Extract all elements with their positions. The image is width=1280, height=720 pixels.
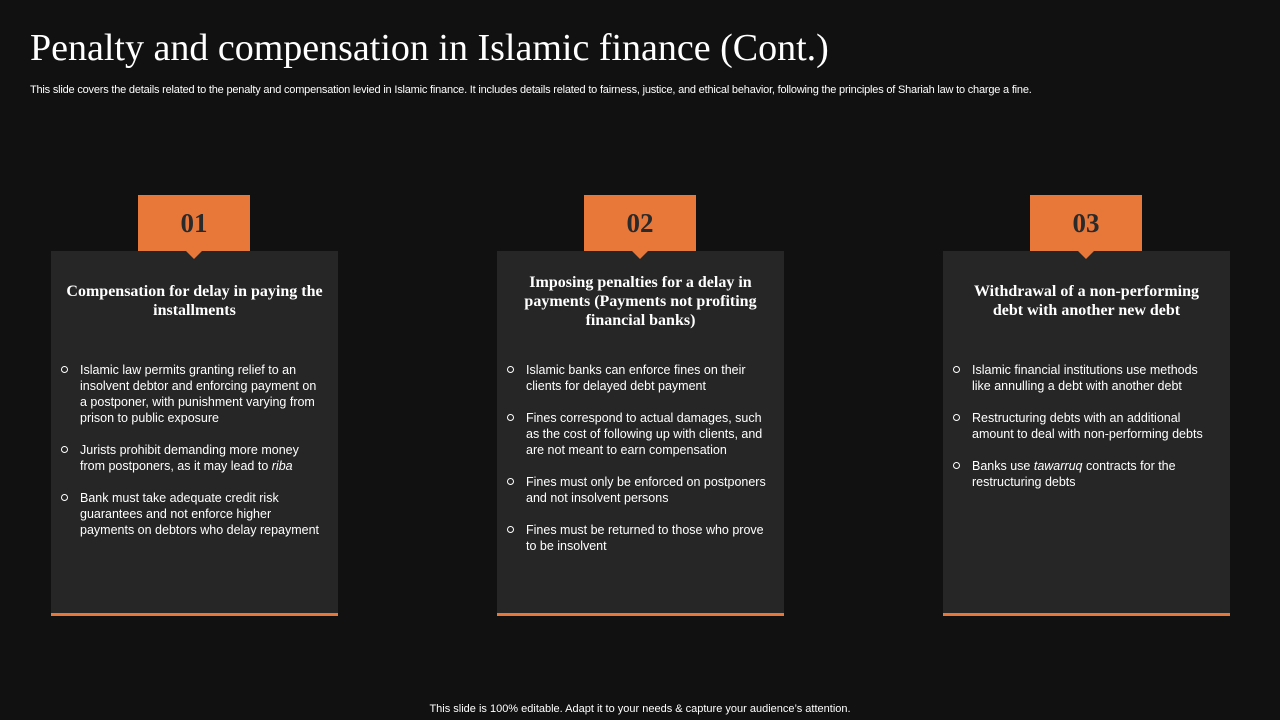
bullet-text: Jurists prohibit demanding more money from postponers, as it may lead to — [80, 443, 299, 473]
bullet-text: Banks use — [972, 459, 1034, 473]
bullet-circle-icon — [61, 446, 68, 453]
tab-pointer-icon — [186, 251, 202, 259]
slide-footer: This slide is 100% editable. Adapt it to your needs & capture your audience’s attention. — [429, 703, 851, 715]
bullet-item — [497, 522, 784, 554]
bullet-circle-icon — [61, 366, 68, 373]
bullet-text: Fines must be returned to those who prove to be insolvent — [526, 523, 764, 553]
bullet-circle-icon — [507, 366, 514, 373]
bullet-item — [51, 442, 338, 474]
bullet-text: Islamic law permits granting relief to an insolvent debtor and enforcing payment on a postponer, with punishment varying from prison to public exposure — [80, 363, 317, 425]
card-number-tab — [1030, 195, 1142, 251]
bullet-item — [943, 410, 1230, 442]
card-number-tab — [138, 195, 250, 251]
card-number-tab — [584, 195, 696, 251]
bullet-text: Islamic financial institutions use methods like annulling a debt with another debt — [972, 363, 1198, 393]
tab-pointer-icon — [632, 251, 648, 259]
bullet-text: Fines must only be enforced on postponers and not insolvent persons — [526, 475, 766, 505]
bullet-item — [51, 362, 338, 426]
bullet-circle-icon — [953, 462, 960, 469]
info-card — [943, 251, 1230, 616]
card-title: Withdrawal of a non-performing debt with another new debt — [973, 283, 1200, 319]
card-number: 01 — [180, 207, 208, 238]
tab-pointer-icon — [1078, 251, 1094, 259]
card-title: Imposing penalties for a delay in payments (Payments not profiting financial banks) — [524, 273, 757, 329]
bullet-item — [943, 458, 1230, 490]
bullet-circle-icon — [507, 478, 514, 485]
bullet-item — [497, 474, 784, 506]
bullet-item — [497, 410, 784, 458]
bullet-circle-icon — [953, 414, 960, 421]
info-card — [51, 251, 338, 616]
slide-title: Penalty and compensation in Islamic finance (Cont.) — [30, 27, 829, 69]
bullet-list — [943, 362, 1230, 506]
bullet-item — [497, 362, 784, 394]
bullet-term: riba — [271, 459, 293, 473]
bullet-list — [497, 362, 784, 570]
bullet-item — [943, 362, 1230, 394]
bullet-text: Fines correspond to actual damages, such as the cost of following up with clients, and are not meant to earn compensation — [526, 411, 763, 457]
bullet-circle-icon — [953, 366, 960, 373]
card-title: Compensation for delay in paying the installments — [66, 283, 323, 319]
card-number: 03 — [1072, 207, 1100, 238]
bullet-circle-icon — [507, 414, 514, 421]
bullet-text: Restructuring debts with an additional amount to deal with non-performing debts — [972, 411, 1203, 441]
slide-subtitle: This slide covers the details related to the penalty and compensation levied in Islamic finance. It includes details related to fairness, justice, and ethical behavior, following the principles of Shariah law to charge a fine. — [30, 84, 1032, 96]
bullet-list — [51, 362, 338, 554]
bullet-circle-icon — [507, 526, 514, 533]
card-number: 02 — [626, 207, 654, 238]
bullet-circle-icon — [61, 494, 68, 501]
bullet-text: Islamic banks can enforce fines on their clients for delayed debt payment — [526, 363, 746, 393]
bullet-text: contracts for the restructuring debts — [972, 459, 1176, 489]
bullet-term: tawarruq — [1033, 459, 1083, 473]
bullet-item — [51, 490, 338, 538]
info-card — [497, 251, 784, 616]
bullet-text: Bank must take adequate credit risk guarantees and not enforce higher payments on debtors who delay repayment — [80, 491, 320, 537]
